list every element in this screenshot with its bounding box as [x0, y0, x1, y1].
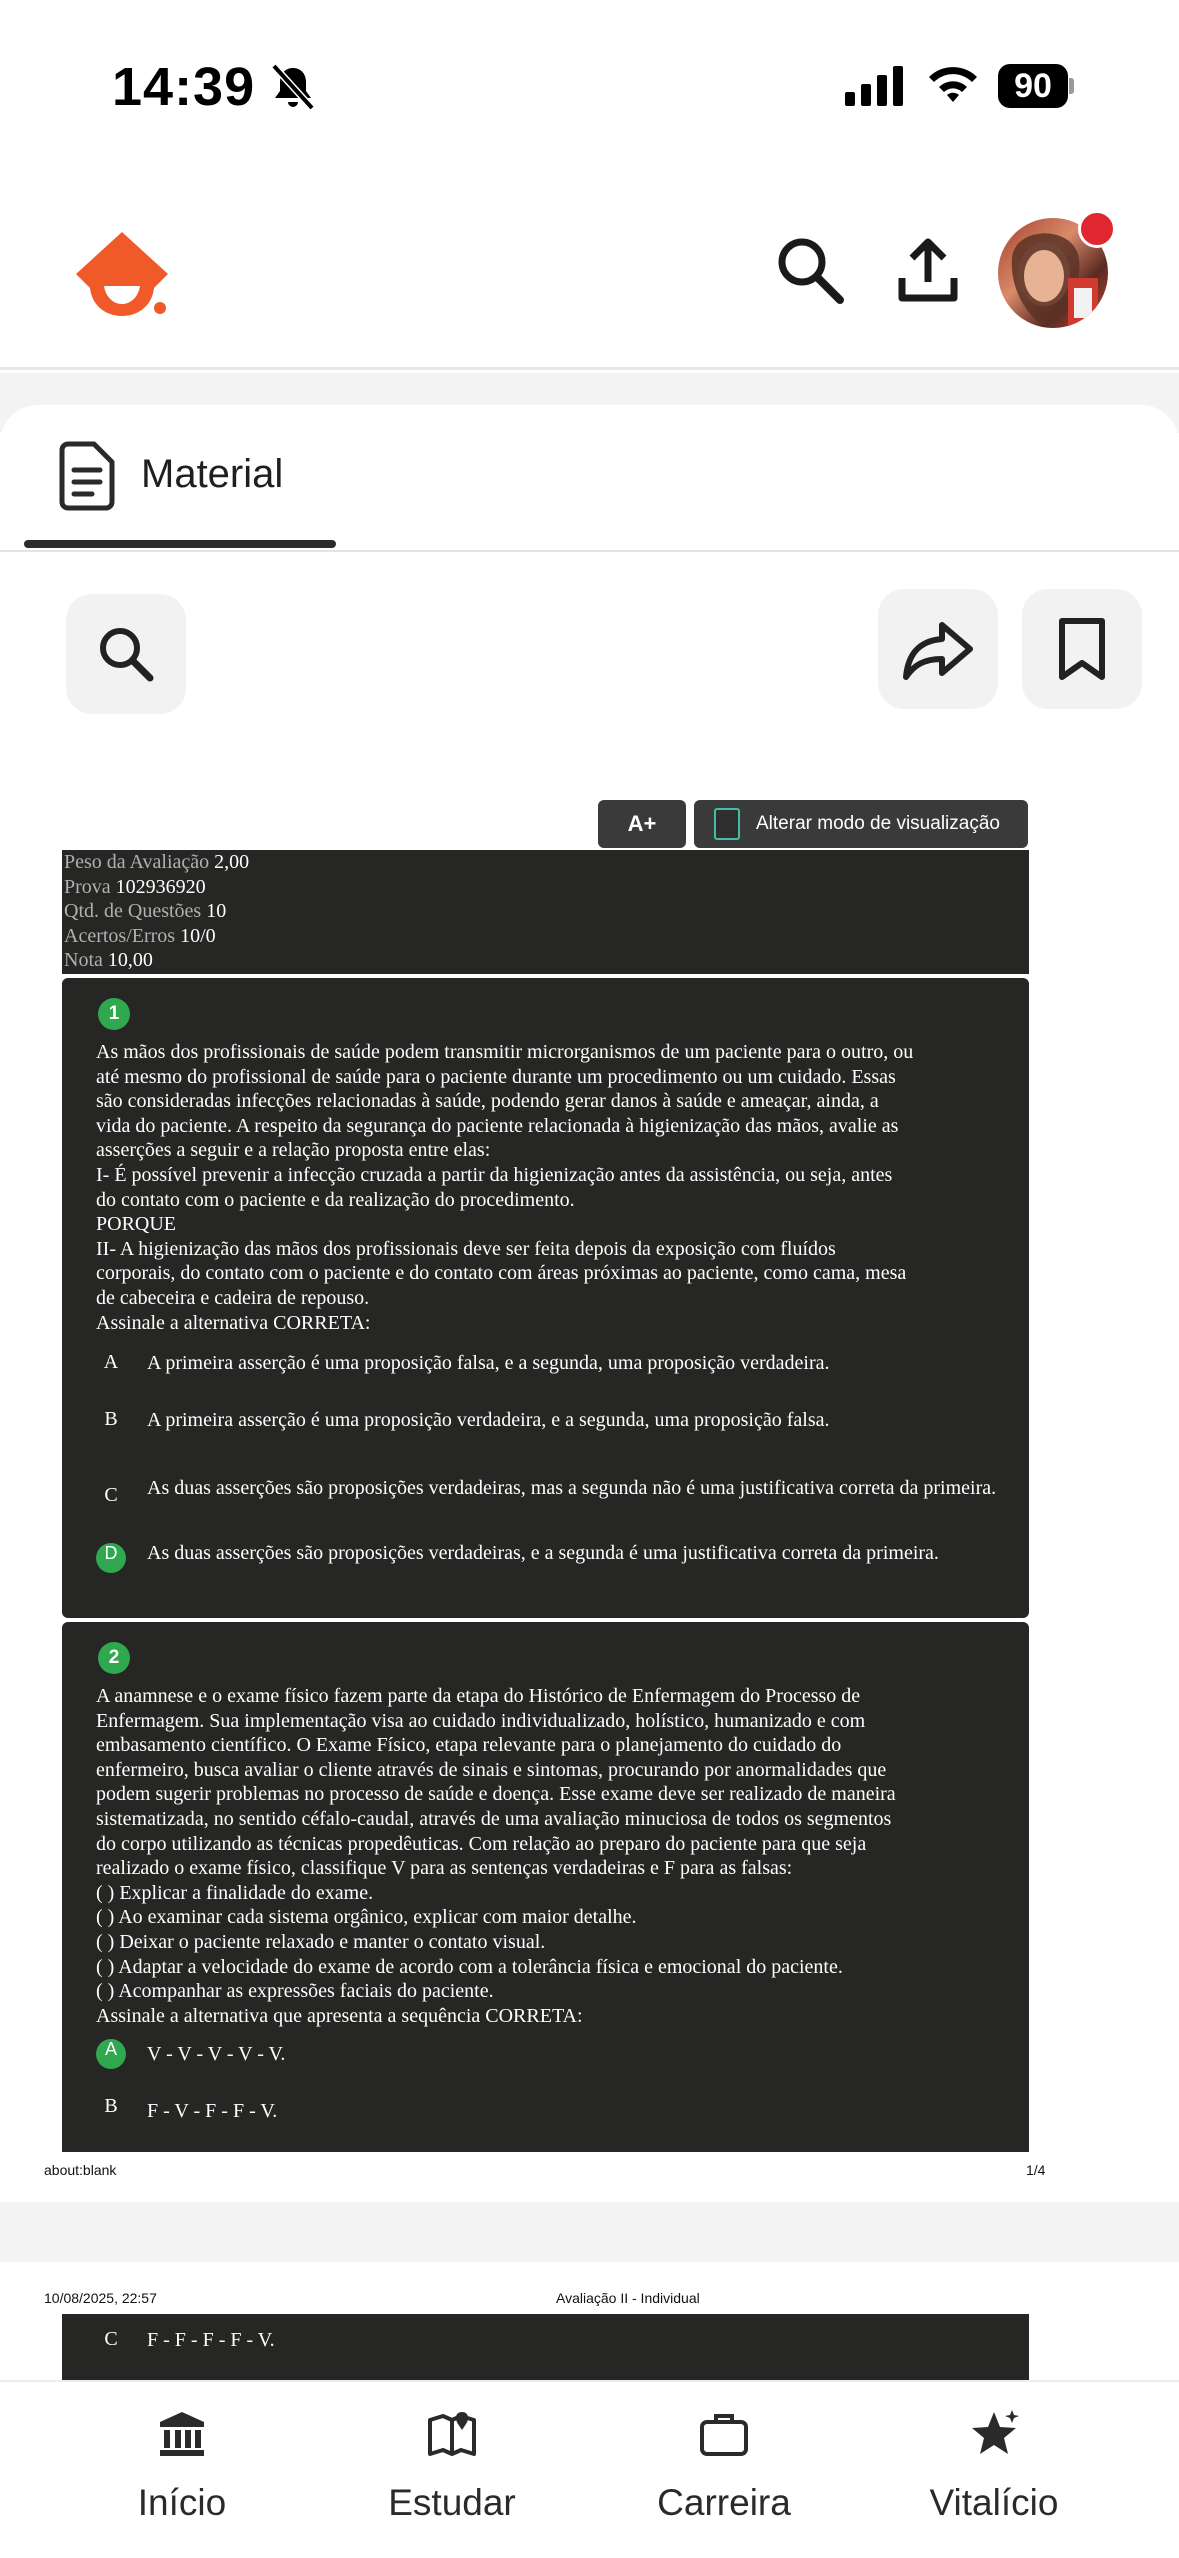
nav-label: Vitalício: [929, 2482, 1059, 2523]
app-header: [0, 200, 1179, 370]
nav-item-estudar[interactable]: [332, 2382, 572, 2558]
bookmark-icon: [1022, 589, 1142, 709]
summary-row: Prova 102936920: [64, 875, 206, 898]
summary-row: Acertos/Erros 10/0: [64, 924, 216, 947]
font-size-button[interactable]: A+: [598, 800, 686, 848]
nav-item-vitalicio[interactable]: [874, 2382, 1114, 2558]
cellular-signal-icon: [845, 66, 905, 106]
upload-icon[interactable]: [888, 230, 968, 310]
document-icon: [58, 440, 118, 512]
nav-item-inicio[interactable]: [62, 2382, 302, 2558]
star-sparkle-icon: [968, 2408, 1020, 2460]
status-bar: [0, 0, 1179, 170]
nav-item-carreira[interactable]: [604, 2382, 844, 2558]
question-text: As mãos dos profissionais de saúde podem transmitir microrganismos de um paciente para o outro, ou até mesmo do profissional de saúde para o paciente durante um procedimento ou um cuidado. Essas são consideradas infecções relacionadas à saúde, podendo gerar danos à saúde e ameaçar, ainda, a vida do paciente. A respeito da segurança do paciente relacionada à higienização das mãos, avalie as asserções a seguir e a relação proposta entre elas: I- É possível prevenir a infecção cruzada a partir da higienização antes da assistência, ou seja, antes do contato com o paciente e da realização do procedimento. PORQUE II- A higienização das mãos dos profissionais deve ser feita depois da exposição com fluídos corporais, do contato com o paciente e do contato com áreas próximas ao paciente, como cama, mesa de cabeceira e cadeira de repouso. Assinale a alternativa CORRETA:: [96, 1041, 914, 1334]
page-header-date: 10/08/2025, 22:57: [44, 2290, 157, 2306]
page-header-title: Avaliação II - Individual: [556, 2290, 700, 2306]
document-page: [0, 2262, 1179, 2382]
tab-divider: [0, 550, 1179, 552]
status-time: 14:39: [112, 57, 256, 117]
briefcase-icon: [698, 2408, 750, 2460]
reader-icon: [714, 808, 740, 840]
institution-icon: [156, 2408, 208, 2460]
share-button[interactable]: [878, 589, 998, 709]
nav-label: Estudar: [388, 2482, 516, 2523]
battery-level: 90: [998, 64, 1068, 108]
nav-label: Carreira: [657, 2482, 791, 2523]
bookmark-button[interactable]: [1022, 589, 1142, 709]
wifi-icon: [925, 62, 981, 106]
question-text: A anamnese e o exame físico fazem parte da etapa do Histórico de Enfermagem do Processo de Enfermagem. Sua implementação visa ao cuidado individualizado, holístico, humanizado e com embasamento científico. O Exame Físico, etapa relevante para o planejamento do cuidado do enfermeiro, busca avaliar o cliente através de sinais e sintomas, procurando por anormalidades que podem sugerir problemas no processo de saúde e doença. Esse exame deve ser realizado de maneira sistematizada, no sentido céfalo-caudal, através de uma avaliação minuciosa de todos os segmentos do corpo utilizando as técnicas propedêuticas. Com relação ao preparo do paciente para que seja realizado o exame físico, classifique V para as sentenças verdadeiras e F para as falsas: ( ) Explicar a finalidade do exame. ( ) Ao examinar cada sistema orgânico, explicar com maior detalhe. ( ) Deixar o paciente relaxado e manter o contato visual. ( ) Adaptar a velocidade do exame de acordo com a tolerância física e emocional do paciente. ( ) Acompanhar as expressões faciais do paciente. Assinale a alternativa que apresenta a sequência CORRETA:: [96, 1685, 896, 2027]
view-mode-label: Alterar modo de visualização: [756, 813, 1000, 834]
page-footer-url: about:blank: [44, 2162, 117, 2178]
nav-label: Início: [137, 2482, 227, 2523]
summary-row: Qtd. de Questões 10: [64, 900, 227, 922]
page-footer-number: 1/4: [1026, 2162, 1046, 2178]
summary-row: Nota 10,00: [64, 949, 153, 971]
question-number-badge: 1: [98, 998, 130, 1030]
notification-dot: [1078, 210, 1116, 248]
battery-indicator: [998, 64, 1074, 108]
bottom-navigation: [0, 2380, 1179, 2556]
home-logo-icon[interactable]: [72, 228, 172, 318]
exam-summary: [62, 850, 1029, 974]
battery-cap: [1069, 78, 1074, 94]
page-gap: [0, 2202, 1179, 2262]
question-number-badge: 2: [98, 1642, 130, 1674]
bell-muted-icon: [270, 62, 316, 112]
search-icon[interactable]: [770, 230, 850, 310]
document-search-button[interactable]: [66, 594, 186, 714]
view-mode-button[interactable]: [694, 800, 1028, 848]
tab-active-indicator: [24, 540, 336, 548]
tab-label: Material: [141, 452, 284, 496]
summary-row: Peso da Avaliação 2,00: [64, 851, 250, 873]
tab-material[interactable]: [24, 420, 336, 550]
search-icon: [66, 594, 186, 714]
share-icon: [878, 589, 998, 709]
question-card: 1 As mãos dos profissionais de saúde podem transmitir microrganismos de um paciente para o outro, ou até mesmo do profissional de saúde para o paciente durante um procedimento ou um cuidado. Essas são consideradas infecções relacionadas à saúde, podendo gerar danos à saúde e ameaçar, ainda, a vida do paciente. A respeito da segurança do paciente relacionada à higienização das mãos, avalie as asserções a seguir e a relação proposta entre elas: I- É possível prevenir a infecção cruzada a partir da higienização antes da assistência, ou seja, antes do contato com o paciente e da realização do procedimento. PORQUE II- A higienização das mãos dos profissionais deve ser feita depois da exposição com fluídos corporais, do contato com o paciente e do contato com áreas próximas ao paciente, como cama, mesa de cabeceira e cadeira de repouso. Assinale a alternativa CORRETA: A A primeira asserção é uma proposição falsa, e a segunda, uma proposição verdadeira. B A primeira asserção é uma proposição verdadeira, e a segunda, uma proposição falsa. C As duas asserções são proposições verdadeiras, mas a segunda não é uma justificativa correta da primeira. D As duas asserções são proposições verdadeiras, e a segunda é uma justificativa correta da primeira.: [62, 978, 1029, 1618]
book-map-icon: [426, 2408, 478, 2460]
question-card: 2 A anamnese e o exame físico fazem parte da etapa do Histórico de Enfermagem do Processo de Enfermagem. Sua implementação visa ao cuidado individualizado, holístico, humanizado e com embasamento científico. O Exame Físico, etapa relevante para o planejamento do cuidado do enfermeiro, busca avaliar o cliente através de sinais e sintomas, procurando por anormalidades que podem sugerir problemas no processo de saúde e doença. Esse exame deve ser realizado de maneira sistematizada, no sentido céfalo-caudal, através de uma avaliação minuciosa de todos os segmentos do corpo utilizando as técnicas propedêuticas. Com relação ao preparo do paciente para que seja realizado o exame físico, classifique V para as sentenças verdadeiras e F para as falsas: ( ) Explicar a finalidade do exame. ( ) Ao examinar cada sistema orgânico, explicar com maior detalhe. ( ) Deixar o paciente relaxado e manter o contato visual. ( ) Adaptar a velocidade do exame de acordo com a tolerância física e emocional do paciente. ( ) Acompanhar as expressões faciais do paciente. Assinale a alternativa que apresenta a sequência CORRETA: A V - V - V - V - V. B F - V - F - F - V.: [62, 1622, 1029, 2152]
question-card: C F - F - F - F - V.: [62, 2314, 1029, 2394]
document-page: [0, 780, 1179, 2200]
